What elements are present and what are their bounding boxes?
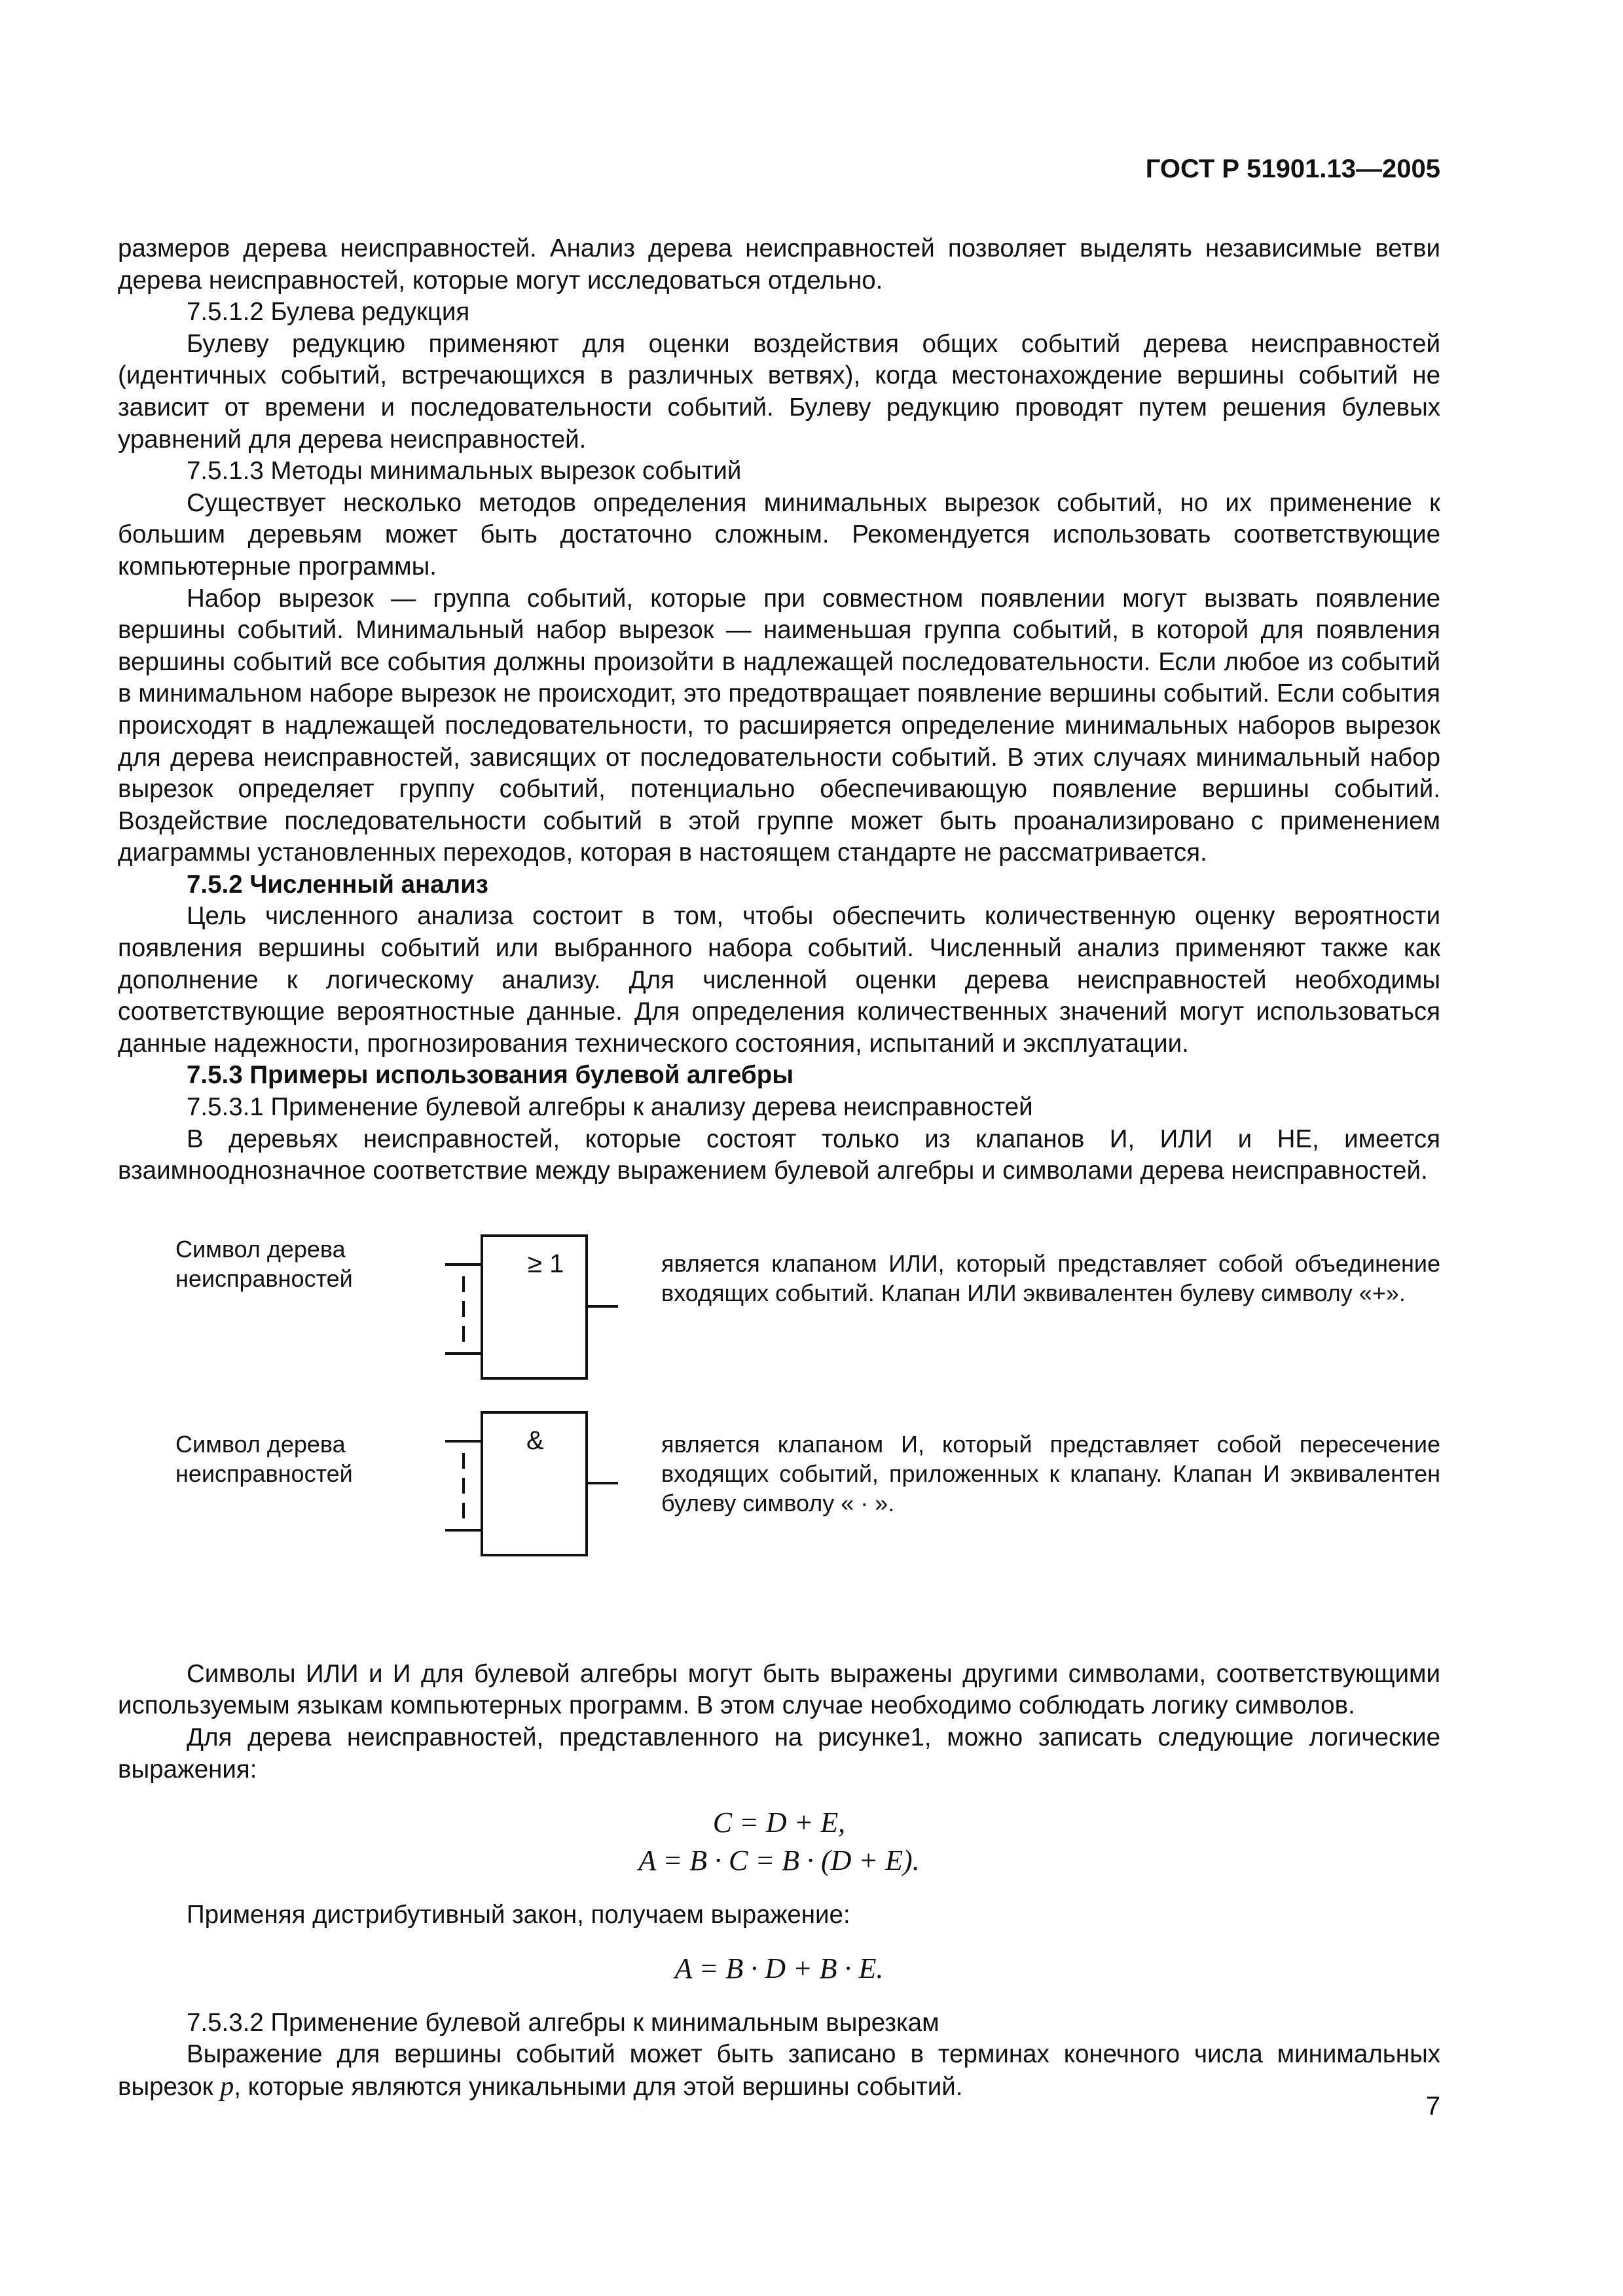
paragraph-2: Булеву редукцию применяют для оценки воздействия общих событий дерева неисправностей (идентичных событий, встречающихся в различных ветвях), когда местонахождение вершины событий не зависит от времени и последовательности событий. Булеву редукцию проводят путем решения булевых уравнений для дерева неисправностей. (118, 329, 1440, 454)
paragraph-8: Для дерева неисправностей, представленного на рисунке1, можно записать следующие логические выражения: (118, 1723, 1440, 1784)
heading-7-5-1-2: 7.5.1.2 Булева редукция (187, 298, 470, 327)
heading-7-5-3: 7.5.3 Примеры использования булевой алгебры (187, 1061, 794, 1090)
heading-7-5-2: 7.5.2 Численный анализ (187, 870, 488, 899)
heading-7-5-3-2: 7.5.3.2 Применение булевой алгебры к минимальным вырезкам (187, 2008, 939, 2037)
equations-1 (118, 1804, 1440, 1880)
paragraph-6: В деревьях неисправностей, которые состоят только из клапанов И, ИЛИ и НЕ, имеется взаимнооднозначное соответствие между выражением булевой алгебры и символами дерева неисправностей. (118, 1124, 1440, 1185)
and-gate-description: является клапаном И, который представляет собой пересечение входящих событий, приложенных к клапану. Клапан И эквивалентен булеву символу « · ». (661, 1430, 1440, 1516)
heading-7-5-1-3: 7.5.1.3 Методы минимальных вырезок событий (187, 457, 742, 486)
paragraph-9: Применяя дистрибутивный закон, получаем выражение: (187, 1901, 850, 1929)
page-number: 7 (1425, 2092, 1440, 2121)
paragraph-1: размеров дерева неисправностей. Анализ дерева неисправностей позволяет выделять независимые ветви дерева неисправностей, которые могут исследоваться отдельно. (118, 234, 1440, 295)
heading-7-5-3-1: 7.5.3.1 Применение булевой алгебры к анализу дерева неисправностей (187, 1093, 1033, 1122)
equation-2: A = B · C = B · (D + E). (638, 1844, 920, 1877)
and-gate-symbol (445, 1411, 642, 1575)
paragraph-10-start: Выражение для вершины событий может быть записано в терминах конечного числа минимальных вырезок (118, 2040, 1440, 2101)
variable-p: p (220, 2071, 234, 2102)
paragraph-5: Цель численного анализа состоит в том, чтобы обеспечить количественную оценку вероятности появления вершины событий или выбранного набора событий. Численный анализ применяют также как дополнение к логическому анализу. Для численной оценки дерева неисправностей необходимы соответствующие вероятностные данные. Для определения количественных значений могут использоваться данные надежности, прогнозирования технического состояния, испытаний и эксплуатации. (118, 902, 1440, 1058)
paragraph-10-end: , которые являются уникальными для этой вершины событий. (234, 2072, 963, 2101)
page-body (118, 233, 1440, 2104)
equations-2 (118, 1950, 1440, 1988)
and-gate-label: Символ дерева неисправностей (175, 1430, 353, 1487)
equation-3: A = B · D + B · E. (674, 1952, 884, 1984)
or-gate-symbol-text: ≥ 1 (528, 1249, 564, 1278)
or-gate-symbol (445, 1234, 642, 1398)
paragraph-7: Символы ИЛИ и И для булевой алгебры могут быть выражены другими символами, соответствующими используемым языкам компьютерных программ. В этом случае необходимо соблюдать логику символов. (118, 1659, 1440, 1720)
paragraph-4: Набор вырезок — группа событий, которые при совместном появлении могут вызвать появление вершины событий. Минимальный набор вырезок — наименьшая группа событий, в которой для появления вершины событий все события должны произойти в надлежащей последовательности. Если любое из событий в минимальном наборе вырезок не происходит, это предотвращает появление вершины событий. Если события происходят в надлежащей последовательности, то расширяется определение минимальных наборов вырезок для дерева неисправностей, зависящих от последовательности событий. В этих случаях минимальный набор вырезок определяет группу событий, потенциально обеспечивающую появление вершины событий. Воздействие последовательности событий в этой группе может быть проанализировано с применением диаграммы установленных переходов, которая в настоящем стандарте не рассматривается. (118, 584, 1440, 867)
standard-code: ГОСТ Р 51901.13—2005 (1145, 154, 1440, 183)
equation-1: C = D + E, (712, 1806, 846, 1839)
or-gate-label: Символ дерева неисправностей (175, 1235, 353, 1292)
paragraph-10 (118, 2039, 1440, 2103)
paragraph-3: Существует несколько методов определения минимальных вырезок событий, но их применение к большим деревьям может быть достаточно сложным. Рекомендуется использовать соответствующие компьютерные программы. (118, 488, 1440, 581)
or-gate-description: является клапаном ИЛИ, который представляет собой объединение входящих событий. Клапан ИЛИ эквивалентен булеву символу «+». (661, 1249, 1440, 1306)
gate-symbols-figure (118, 1187, 1440, 1659)
and-gate-symbol-text: & (526, 1426, 544, 1455)
